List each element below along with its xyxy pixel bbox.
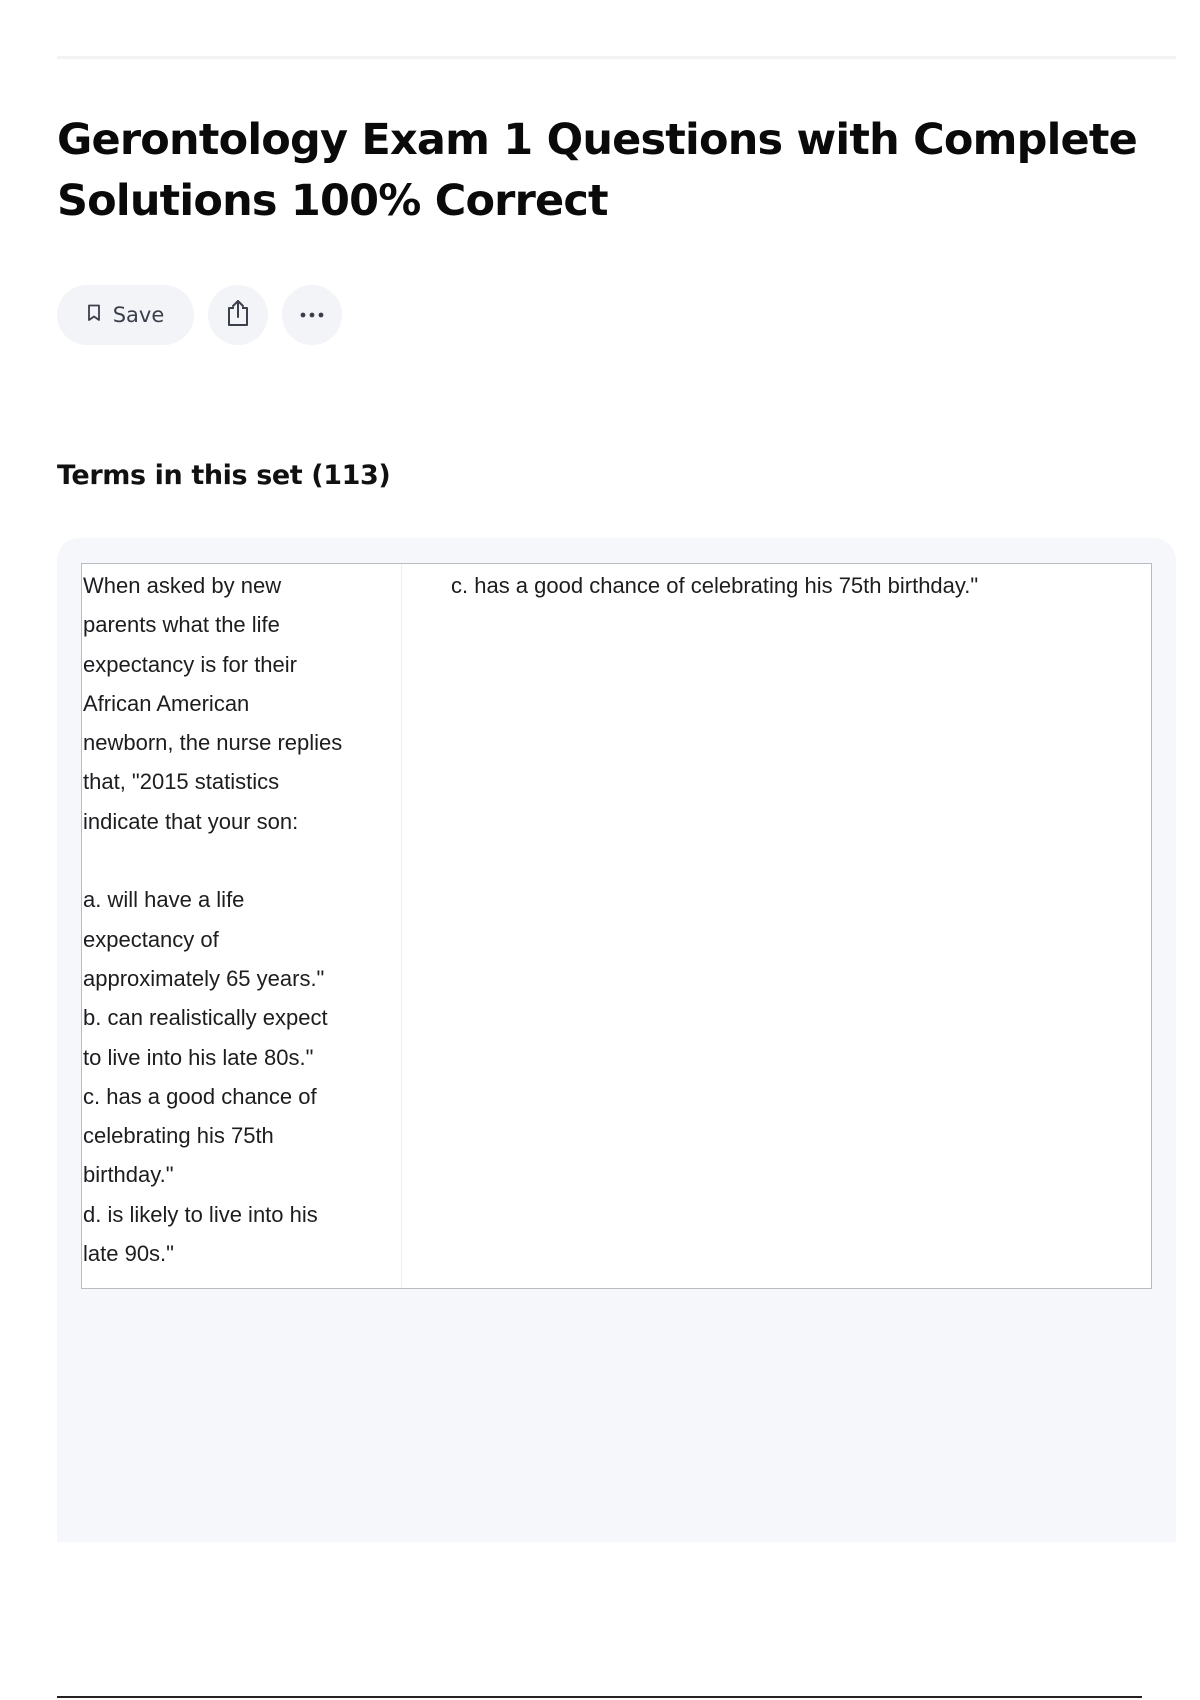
share-button[interactable] [208, 285, 268, 345]
more-options-button[interactable] [282, 285, 342, 345]
definition-text: c. has a good chance of celebrating his 75th birthday." [451, 573, 979, 598]
share-icon [225, 298, 251, 333]
bookmark-icon [87, 303, 101, 327]
terms-heading: Terms in this set (113) [57, 460, 391, 491]
bottom-divider [57, 1696, 1142, 1698]
top-divider [57, 56, 1176, 59]
save-button-label: Save [112, 303, 165, 327]
term-text: When asked by new parents what the life expectancy is for their African American newborn, the nurse replies that, "2015 statistics indicate that your son: a. will have a life expectancy of approximately 65 years." b. can realistically expect to live into his late 80s." c. has a good chance of celebrating his 75th birthday." d. is likely to live into his late 90s." [82, 564, 402, 1288]
page-title: Gerontology Exam 1 Questions with Complete Solutions 100% Correct [57, 115, 1138, 226]
action-bar [57, 285, 342, 345]
save-button[interactable] [57, 285, 194, 345]
more-horizontal-icon [298, 306, 326, 324]
term-card [81, 563, 1152, 1289]
